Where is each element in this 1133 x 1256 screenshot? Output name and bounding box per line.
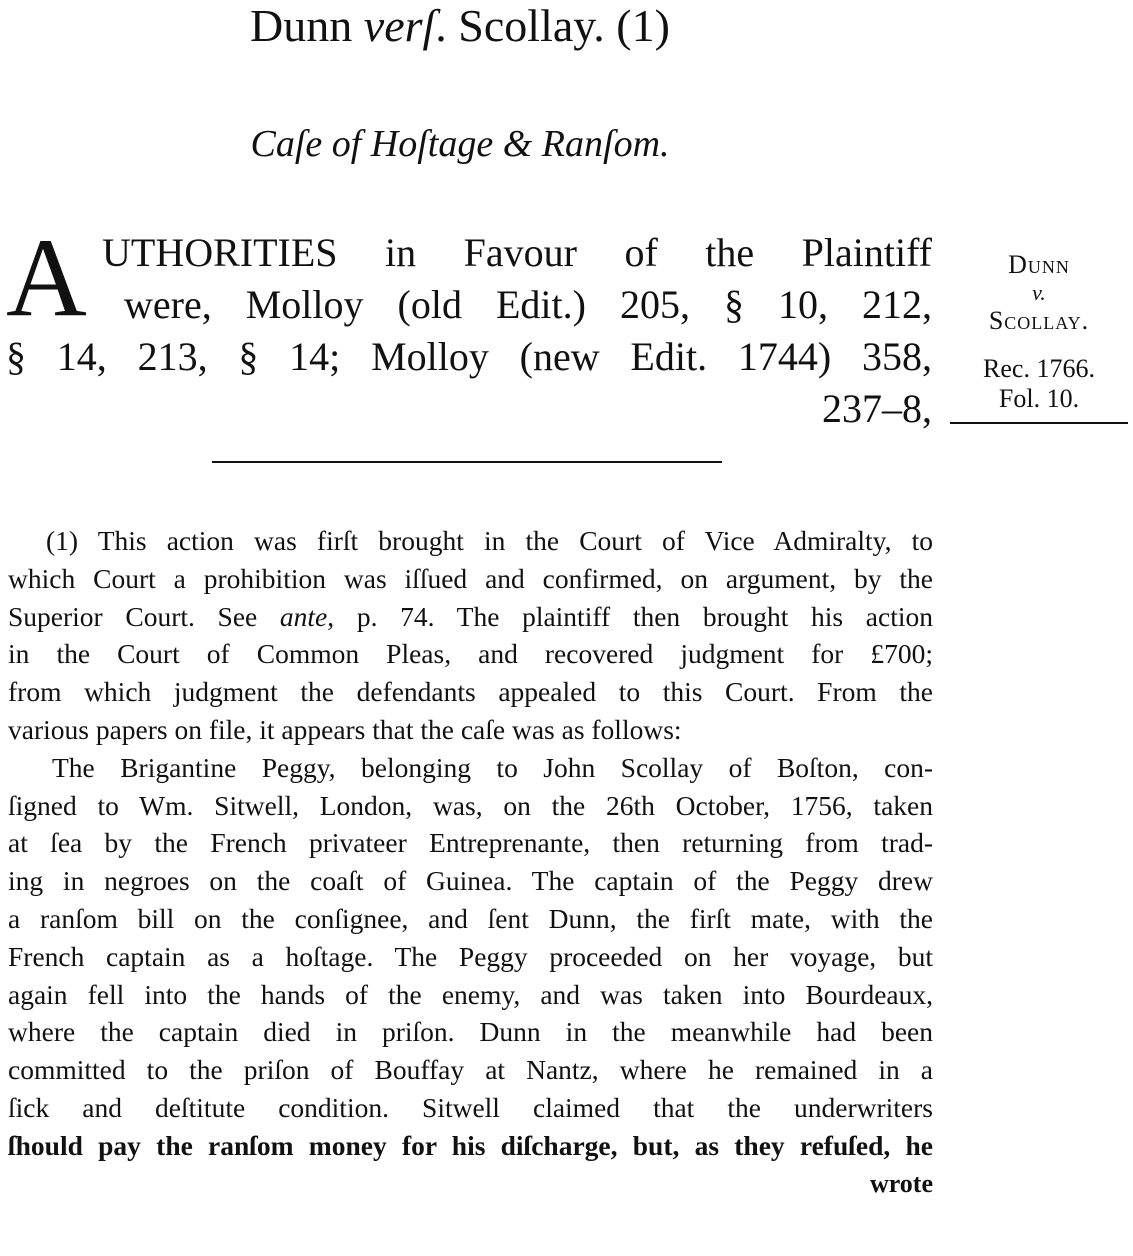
footnote-line: where the captain died in priſon. Dunn in the meanwhile had been: [8, 1016, 933, 1048]
footnote-line: a ranſom bill on the conſignee, and ſent Dunn, the firſt mate, with the: [8, 902, 933, 934]
margin-note-record: Rec. 1766.: [983, 354, 1095, 383]
title-plaintiff: Dunn: [250, 0, 364, 51]
authorities-line: were, Molloy (old Edit.) 205, § 10, 212,: [124, 282, 932, 327]
margin-note-plaintiff: Dunn: [1008, 250, 1070, 279]
page-title: [0, 0, 920, 52]
section-divider: [212, 461, 722, 463]
margin-note-folio: Fol. 10.: [998, 384, 1080, 413]
catchword: wrote: [869, 1168, 933, 1198]
footnote-line: in the Court of Common Pleas, and recovered judgment for £700;: [8, 638, 933, 670]
footnote-line: (1) This action was firſt brought in the Court of Vice Admiralty, to: [46, 525, 933, 556]
footnote-text: Superior Court. See: [8, 600, 280, 632]
footnote-line: again fell into the hands of the enemy, and was taken into Bourdeaux,: [8, 978, 933, 1010]
footnote-text: , p. 74. The plaintiff then brought his action: [327, 600, 933, 632]
title-versus: verſ: [363, 0, 436, 51]
footnote-line: The Brigantine Peggy, belonging to John Scollay of Boſton, con-: [52, 751, 933, 783]
footnote-ante: ante: [279, 600, 328, 632]
footnote-line: ing in negroes on the coaſt of Guinea. The captain of the Peggy drew: [8, 865, 933, 897]
footnote-line: ſhould pay the ranſom money for his diſcharge, but, as they refuſed, he: [8, 1129, 933, 1161]
footnote-line: from which judgment the defendants appealed to this Court. From the: [8, 676, 933, 708]
margin-note: [950, 250, 1128, 424]
footnote-line: French captain as a hoſtage. The Peggy proceeded on her voyage, but: [8, 940, 933, 972]
footnote-line: various papers on file, it appears that the caſe was as follows:: [8, 713, 682, 745]
footnote-line: committed to the priſon of Bouffay at Nantz, where he remained in a: [8, 1054, 933, 1086]
margin-note-defendant: Scollay.: [988, 306, 1090, 335]
footnote-line: which Court a prohibition was iſſued and confirmed, on argument, by the: [8, 562, 933, 594]
footnote: [8, 522, 933, 1202]
footnote-line: ſigned to Wm. Sitwell, London, was, on the 26th October, 1756, taken: [8, 789, 933, 821]
authorities-line: 237–8,: [822, 386, 932, 431]
footnote-line: ſick and deſtitute condition. Sitwell claimed that the underwriters: [8, 1091, 933, 1123]
authorities-line: § 14, 213, § 14; Molloy (new Edit. 1744) 358,: [6, 334, 932, 379]
margin-note-rule: [950, 422, 1128, 424]
case-subtitle: Caſe of Hoſtage & Ranſom.: [250, 123, 670, 165]
drop-cap: A: [6, 216, 87, 340]
footnote-line: at ſea by the French privateer Entreprenante, then returning from trad-: [8, 827, 933, 859]
footnote-line: [8, 598, 933, 636]
margin-note-versus: v.: [1032, 280, 1046, 305]
authorities-line: UTHORITIES in Favour of the Plaintiff: [102, 230, 932, 275]
title-defendant: . Scollay. (1): [435, 0, 670, 51]
